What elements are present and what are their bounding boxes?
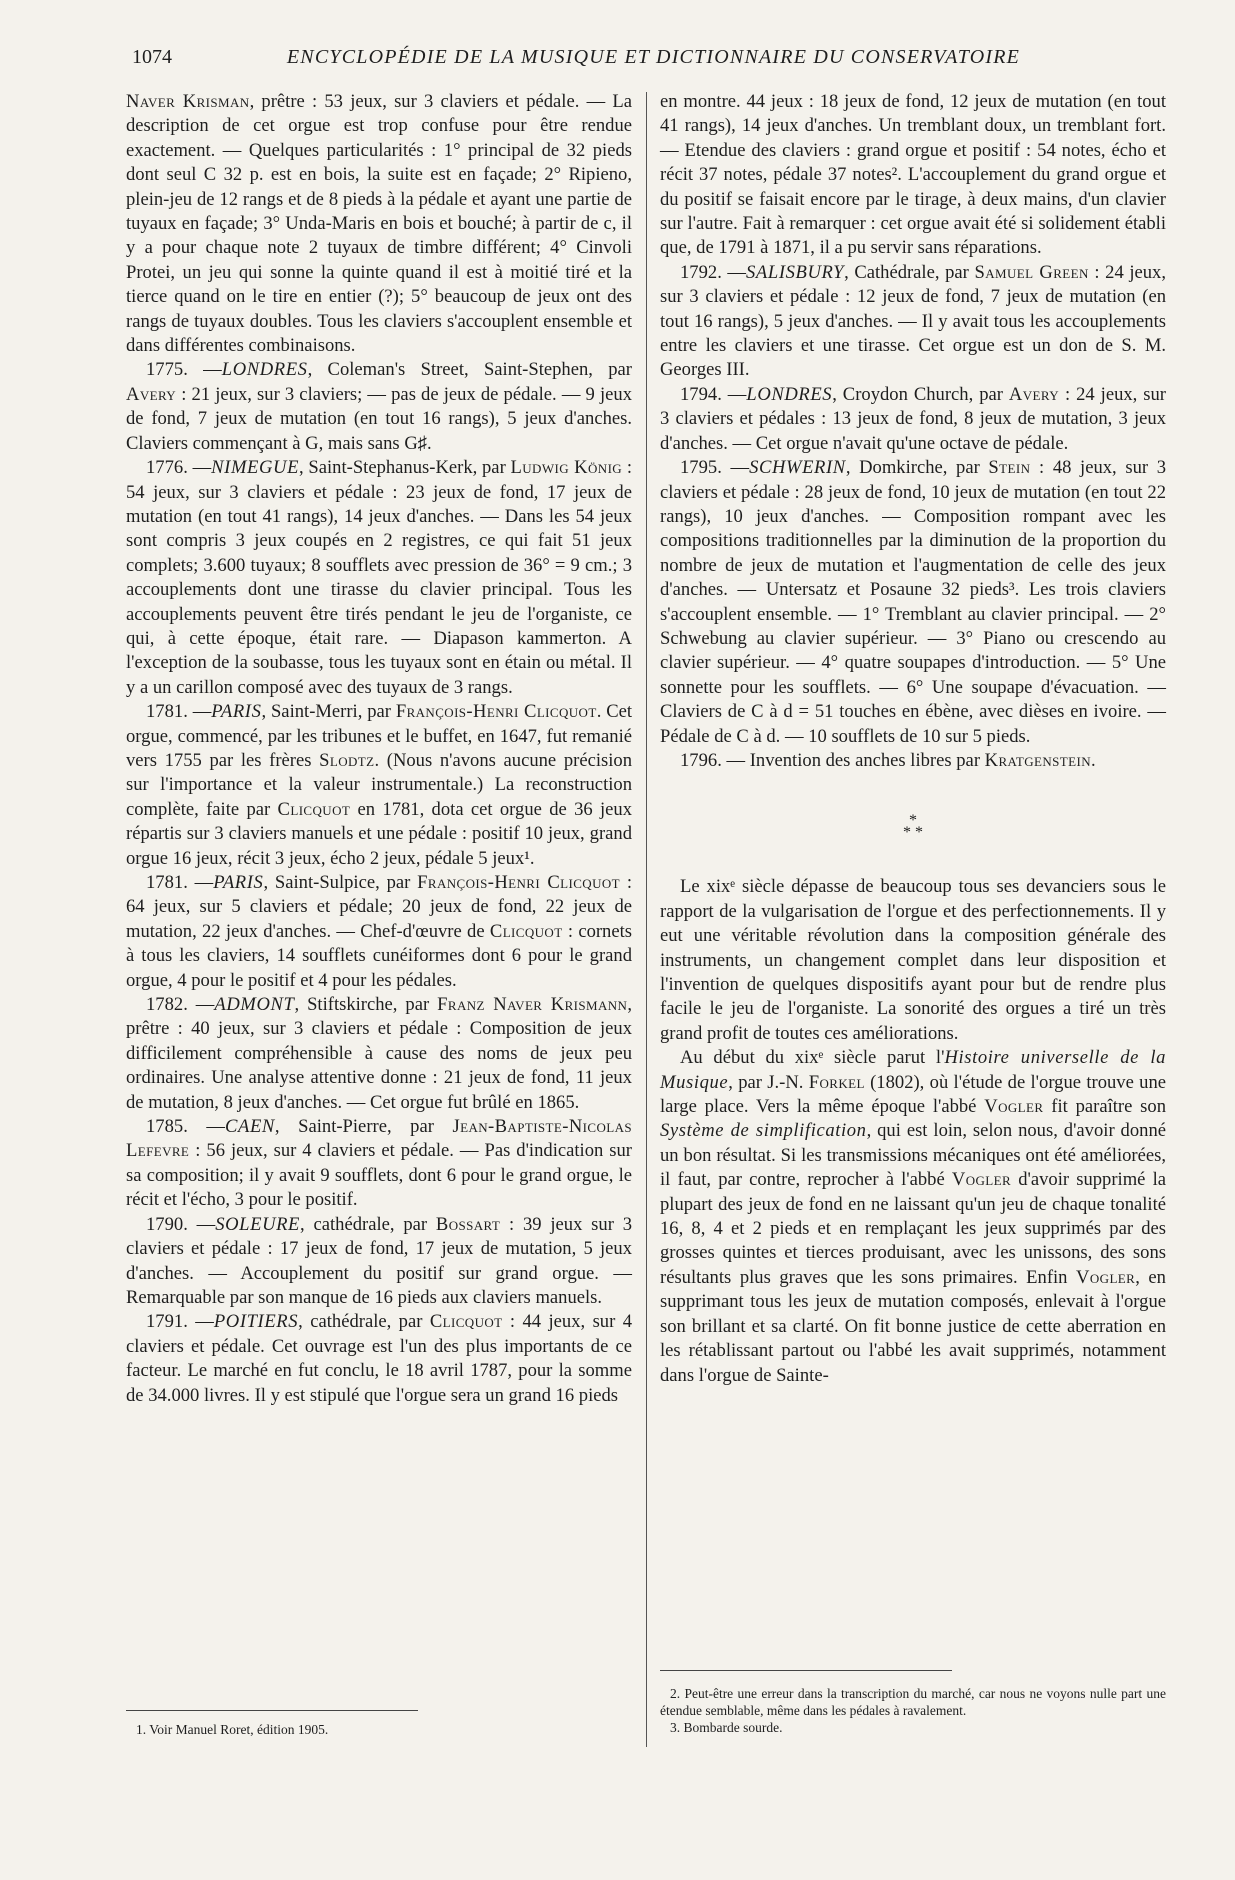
footnote-3: 3. Bombarde sourde. — [670, 1720, 783, 1735]
entry-text: (1802), où l'étude de l'orgue trouve une large place. Vers la même époque l'abbé — [660, 1071, 1166, 1118]
organ-entry-1791-continued: en montre. 44 jeux : 18 jeux de fond, 12 jeux de mutation (en tout 41 rangs), 14 jeux d'anches. Un tremblant doux, un tremblant fort. — Etendue des claviers : grand orgue et positif : 54 notes, écho et récit 37 notes, pédale 37 notes². L'accouplement du grand orgue et du positif se faisait encore par le tirage, à deux mains, d'un clavier sur l'autre. Fait à remarquer : cet orgue avait été si solidement établi que, de 1791 à 1871, il a pu servir sans réparations. — [660, 91, 1166, 259]
organ-entry-1773-continued — [126, 90, 632, 358]
entry-year: 1790. — — [146, 1213, 216, 1235]
paragraph-xix-siecle: Le xixᵉ siècle dépasse de beaucoup tous ses devanciers sous le rapport de la vulgarisation de l'orgue et des perfectionnements. Il y eut une véritable révolution dans la composition générale des instruments, un changement complet dans leur disposition et l'invention de quelques dispositifs ayant pour but de rendre plus facile le jeu de l'organiste. La sonorité des orgues a tiré un très grand profit de toutes ces améliorations. — [660, 876, 1166, 1044]
builder-name: Naver Krisman — [126, 91, 250, 112]
entry-text: , cathédrale, par — [300, 1213, 436, 1235]
builder-name: François-Henri Clicquot — [395, 701, 597, 723]
work-title: Système de simplification — [660, 1120, 867, 1142]
builder-name: Clicquot — [489, 920, 563, 942]
entry-place: NIMEGUE — [211, 457, 300, 479]
builder-name: Clicquot — [429, 1311, 503, 1333]
entry-text: , Stiftskirche, par — [294, 994, 438, 1016]
column-divider — [646, 92, 647, 1747]
builder-name: Clicquot — [277, 798, 351, 820]
entry-text: 1796. — Invention des anches libres par — [680, 749, 985, 771]
page-number: 1074 — [132, 46, 172, 68]
entry-place: SOLEURE — [215, 1213, 301, 1235]
asterism-bottom: * * — [903, 824, 923, 842]
running-header — [132, 46, 1075, 76]
entry-text: , en supprimant tous les jeux de mutation composés, enlevait à l'orgue son brillant et sa clarté. On fit bonne justice de cette aberration en les rétablissant partout ou l'abbé les avait supprimés, notamment dans l'orgue de Sainte- — [660, 1266, 1166, 1386]
entry-text: , par J.-N. — [728, 1071, 809, 1093]
entry-text: : 54 jeux, sur 3 claviers et pédale : 23 jeux de fond, 17 jeux de mutation (en tout 41 rangs), 14 jeux d'anches. — Dans les 54 jeux sont compris 3 jeux coupés en 2 registres, ce qui fait 51 jeux complets; 3.600 tuyaux; 8 soufflets avec pression de 36° = 9 cm.; 3 accouplements dont une tirasse du clavier principal. Tous les accouplements peuvent être tirés pendant le jeu de l'organiste, ce qui, à cette époque, était rare. — Diapason kammerton. A l'exception de la soubasse, tous les tuyaux sont en étain ou métal. Il y a un carillon composé avec des tuyaux de 3 rangs. — [126, 457, 632, 698]
builder-name: Kratgenstein — [984, 749, 1091, 771]
entry-text: d'avoir supprimé la plupart des jeux de fond en ne laissant qu'un jeu de chaque tonalité 16, 8, 4 et 2 pieds et en remplaçant les jeux supprimés par des grosses quintes et tierces produisant, avec les unissons, des sons résultants plus graves que les sons primaires. Enfin — [660, 1169, 1166, 1288]
entry-text: , Saint-Merri, par — [261, 701, 396, 723]
builder-name: Franz Naver Krismann — [437, 994, 628, 1016]
entry-text: , Domkirche, par — [845, 457, 989, 479]
paragraph-forkel-vogler — [660, 1046, 1166, 1388]
author-name: Vogler — [1076, 1266, 1136, 1288]
right-column — [660, 90, 1166, 1640]
entry-place: LONDRES — [221, 359, 308, 381]
entry-text: , Croydon Church, par — [832, 383, 1009, 405]
entry-place: SALISBURY — [746, 261, 845, 283]
entry-year: 1795. — — [680, 457, 750, 479]
entry-text: , qui est loin, selon nous, d'avoir donné un bon résultat. Si les transmissions mécaniques ont été améliorées, il faut, par contre, reprocher à l'abbé — [660, 1120, 1166, 1191]
entry-text: fit paraître son — [1043, 1096, 1166, 1118]
organ-entry-1795-schwerin — [660, 456, 1166, 749]
entry-year: 1781. — — [146, 701, 212, 723]
entry-text: . Cet orgue, commencé, par les tribunes et le buffet, en 1647, fut remanié vers 1755 par les frères — [126, 701, 633, 771]
organ-entry-1776-nimegue — [126, 456, 632, 700]
entry-place: CAEN — [225, 1116, 275, 1138]
left-column — [126, 90, 632, 1670]
author-name: Vogler — [951, 1169, 1012, 1191]
entry-text: : 24 jeux, sur 3 claviers et pédales : 13 jeux de fond, 8 jeux de mutation, 3 jeux d'anches. — Cet orgue n'avait qu'une octave de pédale. — [660, 383, 1166, 454]
organ-entry-1794-londres — [660, 383, 1166, 456]
author-name: Forkel — [808, 1071, 865, 1093]
entry-text: en 1781, dota cet orgue de 36 jeux répartis sur 3 claviers manuels et une pédale : positif 10 jeux, grand orgue 16 jeux, récit 3 jeux, écho 2 jeux, pédale 5 jeux¹. — [126, 798, 633, 869]
entry-text: , Saint-Pierre, par — [274, 1116, 453, 1138]
builder-name: Avery — [1008, 383, 1060, 405]
organ-entry-1790-soleure — [126, 1213, 632, 1311]
asterism-top: * — [909, 812, 917, 830]
footnote-2: 2. Peut-être une erreur dans la transcription du marché, car nous ne voyons nulle part une étendue semblable, même dans les pédales à ravalement. — [660, 1686, 1166, 1718]
entry-year: 1776. — — [146, 457, 212, 479]
entry-text: : 56 jeux, sur 4 claviers et pédale. — Pas d'indication sur sa composition; il y avait 9 soufflets, dont 6 pour le grand orgue, le récit et l'écho, 3 pour le positif. — [126, 1140, 632, 1211]
entry-text: : cornets à tous les claviers, 14 soufflets cunéiformes dont 6 pour le grand orgue, 4 pour le positif et 4 pour les pédales. — [126, 920, 633, 991]
organ-entry-1791-poitiers — [126, 1310, 632, 1408]
builder-name: Stein — [988, 457, 1031, 479]
entry-place: PARIS — [211, 701, 262, 723]
running-title: ENCYCLOPÉDIE DE LA MUSIQUE ET DICTIONNAIRE DU CONSERVATOIRE — [286, 46, 1021, 68]
organ-entry-1792-salisbury — [660, 261, 1166, 383]
builder-name: Jean-Baptiste-Nicolas Lefevre — [126, 1116, 632, 1162]
builder-name: Avery — [126, 383, 177, 405]
entry-year: 1794. — — [680, 383, 747, 405]
builder-name: François-Henri Clicquot — [417, 872, 620, 893]
entry-text: , cathédrale, par — [298, 1311, 430, 1333]
entry-place: ADMONT — [214, 994, 295, 1016]
builder-name: Slodtz — [319, 749, 375, 771]
section-asterism — [660, 812, 1166, 842]
builder-name: Bossart — [435, 1213, 501, 1235]
entry-year: 1775. — — [146, 359, 222, 381]
entry-text: , Cathédrale, par — [844, 261, 975, 283]
builder-name: Samuel Green — [974, 261, 1089, 283]
entry-text: , Saint-Sulpice, par — [263, 872, 418, 893]
organ-entry-1785-caen — [126, 1115, 632, 1213]
entry-text: , prêtre : 53 jeux, sur 3 claviers et pédale. — La description de cet orgue est trop confuse pour être rendue exactement. — Quelques particularités : 1° principal de 32 pieds dont seul C 32 p. est en bois, la suite est en façade; 2° Ripieno, plein-jeu de 12 rangs et de 8 pieds à la pédale et ayant une partie de tuyaux en façade; 3° Unda-Maris en bois et bouché; à partir de c, il y a pour chaque note 2 tuyaux de timbre différent; 4° Cinvoli Protei, un jeu qui sonne la quinte quand il est à moitié tiré et la tierce quand on le tire en entier (?); 5° beaucoup de jeux ont des rangs de tuyaux doubles. Tous les claviers s'accouplent ensemble et dans différentes combinaisons. — [126, 91, 633, 357]
organ-entry-1781-saint-sulpice — [126, 871, 632, 993]
entry-text: , Coleman's Street, Saint-Stephen, par — [307, 359, 633, 381]
organ-entry-1782-admont — [126, 993, 632, 1115]
entry-place: POITIERS — [213, 1311, 299, 1333]
entry-place: LONDRES — [746, 383, 833, 405]
entry-text: : 21 jeux, sur 3 claviers; — pas de jeux de pédale. — 9 jeux de fond, 7 jeux de mutation (en tout 16 rangs), 5 jeux d'anches. Claviers commençant à G, mais sans G♯. — [126, 383, 632, 454]
entry-text: . — [1091, 749, 1096, 771]
author-name: Vogler — [984, 1096, 1044, 1118]
entry-text: : 39 jeux sur 3 claviers et pédale : 17 jeux de fond, 17 jeux de mutation, 5 jeux d'anches. — Accouplement du positif sur grand orgue. — Remarquable par son manque de 16 pieds aux claviers manuels. — [126, 1213, 633, 1308]
entry-text: , prêtre : 40 jeux, sur 3 claviers et pédale : Composition de jeux difficilement compréhensible à cause des noms de jeux peu ordinaires. Une analyse attentive donne : 21 jeux de fond, 11 jeux de mutation, 8 jeux d'anches. — Cet orgue fut brûlé en 1865. — [126, 994, 632, 1113]
entry-text: : 48 jeux, sur 3 claviers et pédale : 28 jeux de fond, 10 jeux de mutation (en tout 22 rangs), 10 jeux d'anches. — Composition rompant avec les compositions traditionnelles par la diminution de la proportion du nombre de jeux de mutation et l'augmentation de celle des jeux d'anches. — Untersatz et Posaune 32 pieds³. Les trois claviers s'accouplent ensemble. — 1° Tremblant au clavier principal. — 2° Schwebung au clavier supérieur. — 3° Piano ou crescendo au clavier supérieur. — 4° quatre soupapes d'introduction. — 5° Une sonnette pour les soufflets. — 6° Une soupape d'évacuation. — Claviers de C à d = 51 touches en ébène, avec dièses en ivoire. — Pédale de C à d. — 10 soufflets de 10 sur 5 pieds. — [660, 457, 1167, 747]
organ-entry-1775-londres — [126, 358, 632, 456]
entry-text: . (Nous n'avons aucune précision sur l'importance et la valeur instrumentale.) La reconstruction complète, faite par — [126, 749, 632, 820]
footnotes-left — [126, 1710, 632, 1738]
entry-place: PARIS — [213, 872, 264, 893]
entry-1796-anches-libres — [660, 749, 1166, 773]
entry-year: 1785. — — [146, 1116, 225, 1138]
footnotes-right — [660, 1670, 1166, 1736]
builder-name: Ludwig König — [510, 457, 623, 479]
entry-year: 1782. — — [146, 994, 215, 1016]
organ-entry-1781-saint-merri — [126, 700, 632, 871]
entry-year: 1791. — — [146, 1311, 214, 1333]
entry-place: SCHWERIN — [749, 457, 846, 479]
entry-text: : 24 jeux, sur 3 claviers et pédale : 12 jeux de fond, 7 jeux de mutation (en tout 16 rangs), 5 jeux d'anches. — Il y avait tous les accouplements entre les claviers et une tirasse. Cet orgue est un don de S. M. Georges III. — [660, 261, 1166, 381]
footnote-rule — [660, 1670, 952, 1671]
entry-text: , Saint-Stephanus-Kerk, par — [299, 457, 511, 479]
entry-year: 1792. — — [680, 261, 747, 283]
footnote-1: 1. Voir Manuel Roret, édition 1905. — [136, 1722, 329, 1737]
entry-text: : 44 jeux, sur 4 claviers et pédale. Cet ouvrage est l'un des plus importants de ce facteur. Le marché en fut conclu, le 18 avril 1787, pour la somme de 34.000 livres. Il y est stipulé que l'orgue sera un grand 16 pieds — [126, 1311, 633, 1406]
entry-text: Au début du xixᵉ siècle parut l' — [680, 1047, 945, 1069]
entry-year: 1781. — — [146, 872, 214, 893]
footnote-rule — [126, 1710, 418, 1711]
entry-text: : 64 jeux, sur 5 claviers et pédale; 20 jeux de fond, 22 jeux de mutation, 22 jeux d'anches. — Chef-d'œuvre de — [126, 872, 632, 942]
work-title: Histoire universelle de la Musique — [660, 1047, 1166, 1093]
